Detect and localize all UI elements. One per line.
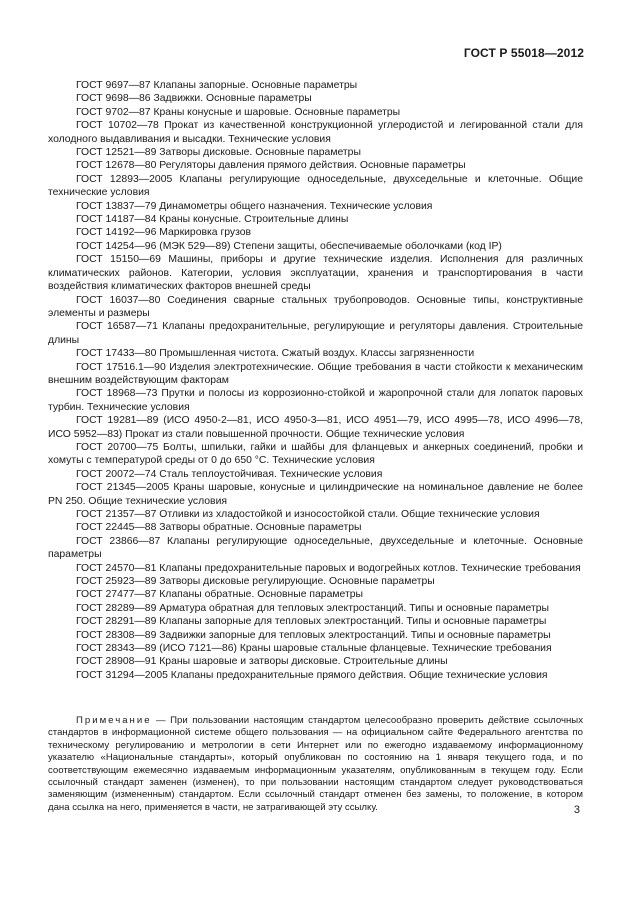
reference-item: ГОСТ 13837—79 Динамометры общего назначения. Технические условия xyxy=(76,200,433,212)
reference-item: ГОСТ 20700—75 Болты, шпильки, гайки и шайбы для фланцевых и анкерных соединений, пробки и хомуты с температурой среды от 0 до 650 °С. Технические условия xyxy=(48,441,583,467)
page-number: 3 xyxy=(573,804,580,816)
reference-item: ГОСТ 24570—81 Клапаны предохранительные паровых и водогрейных котлов. Технические требования xyxy=(76,562,581,574)
reference-item: ГОСТ 19281—89 (ИСО 4950-2—81, ИСО 4950-3—81, ИСО 4951—79, ИСО 4995—78, ИСО 4996—78, ИСО 5952—83) Прокат из стали повышенной прочности. Общие технические условия xyxy=(48,415,583,440)
reference-item: ГОСТ 10702—78 Прокат из качественной конструкционной углеродистой и легированной стали для холодного выдавливания и высадки. Технические условия xyxy=(48,120,583,145)
reference-item: ГОСТ 9697—87 Клапаны запорные. Основные параметры xyxy=(76,80,358,91)
reference-item: ГОСТ 12521—89 Затворы дисковые. Основные параметры xyxy=(76,147,361,159)
reference-item: ГОСТ 12678—80 Регуляторы давления прямого действия. Основные параметры xyxy=(76,160,466,172)
note-paragraph xyxy=(48,715,583,814)
reference-item: ГОСТ 20072—74 Сталь теплоустойчивая. Технические условия xyxy=(76,468,383,480)
reference-item: ГОСТ 14254—96 (МЭК 529—89) Степени защиты, обеспечиваемые оболочками (код IP) xyxy=(76,240,502,252)
reference-item: ГОСТ 17516.1—90 Изделия электротехнические. Общие требования в части стойкости к механическим внешним воздействующим факторам xyxy=(48,361,583,386)
reference-item: ГОСТ 31294—2005 Клапаны предохранительные прямого действия. Общие технические условия xyxy=(76,669,548,681)
reference-item: ГОСТ 28908—91 Краны шаровые и затворы дисковые. Строительные длины xyxy=(76,656,448,668)
reference-item: ГОСТ 15150—69 Машины, приборы и другие технические изделия. Исполнения для различных климатических районов. Категории, условия эксплуатации, хранения и транспортирования в части воздействия климатических факторов внешней среды xyxy=(48,254,583,293)
reference-item: ГОСТ 25923—89 Затворы дисковые регулирующие. Основные параметры xyxy=(76,576,435,588)
reference-item: ГОСТ 16587—71 Клапаны предохранительные, регулирующие и регуляторы давления. Строительные длины xyxy=(48,321,583,346)
note-label: Примечание xyxy=(76,715,152,726)
reference-item: ГОСТ 14187—84 Краны конусные. Строительные длины xyxy=(76,214,349,226)
note-text: — При пользовании настоящим стандартом целесообразно проверить действие ссылочных стандартов в информационной системе общего пользования — на официальном сайте Федерального агентства по техническому регулированию и метрологии в сети Интернет или по ежегодно издаваемому информационному указателю «Национальные стандарты», который опубликован по состоянию на 1 января текущего года, и по соответствующим ежемесячно издаваемым информационным указателям, опубликованным в текущем году. Если ссылочный стандарт заменен (изменен), то при пользовании настоящим стандартом следует руководствоваться заменяющим (измененным) стандартом. Если ссылочный стандарт отменен без замены, то положение, в котором дана ссылка на него, применяется в части, не затрагивающей эту ссылку. xyxy=(48,715,583,813)
reference-item: ГОСТ 28289—89 Арматура обратная для тепловых электростанций. Типы и основные параметры xyxy=(76,602,549,614)
reference-item: ГОСТ 22445—88 Затворы обратные. Основные параметры xyxy=(76,522,362,534)
document-header: ГОСТ Р 55018—2012 xyxy=(463,46,584,60)
reference-item: ГОСТ 9698—86 Задвижки. Основные параметры xyxy=(76,93,312,105)
reference-item: ГОСТ 21345—2005 Краны шаровые, конусные и цилиндрические на номинальное давление не более PN 250. Общие технические условия xyxy=(48,482,583,507)
references-list xyxy=(48,79,583,682)
reference-item: ГОСТ 27477—87 Клапаны обратные. Основные параметры xyxy=(76,589,363,601)
reference-item: ГОСТ 17433—80 Промышленная чистота. Сжатый воздух. Классы загрязненности xyxy=(76,348,475,360)
reference-item: ГОСТ 21357—87 Отливки из хладостойкой и износостойкой стали. Общие технические условия xyxy=(76,509,540,520)
reference-item: ГОСТ 28308—89 Задвижки запорные для тепловых электростанций. Типы и основные параметры xyxy=(76,629,551,641)
reference-item: ГОСТ 28343—89 (ИСО 7121—86) Краны шаровые стальные фланцевые. Технические требования xyxy=(76,643,552,655)
reference-item: ГОСТ 14192—96 Маркировка грузов xyxy=(76,227,252,239)
reference-item: ГОСТ 28291—89 Клапаны запорные для тепловых электростанций. Типы и основные параметры xyxy=(76,616,547,628)
reference-item: ГОСТ 12893—2005 Клапаны регулирующие односедельные, двухседельные и клеточные. Общие технические условия xyxy=(48,173,583,199)
reference-item: ГОСТ 16037—80 Соединения сварные стальных трубопроводов. Основные типы, конструктивные элементы и размеры xyxy=(48,294,583,319)
reference-item: ГОСТ 23866—87 Клапаны регулирующие односедельные, двухседельные и клеточные. Основные параметры xyxy=(48,535,583,561)
reference-item: ГОСТ 9702—87 Краны конусные и шаровые. Основные параметры xyxy=(76,106,401,118)
reference-item: ГОСТ 18968—73 Прутки и полосы из коррозионно-стойкой и жаропрочной стали для лопаток паровых турбин. Технические условия xyxy=(48,388,583,413)
